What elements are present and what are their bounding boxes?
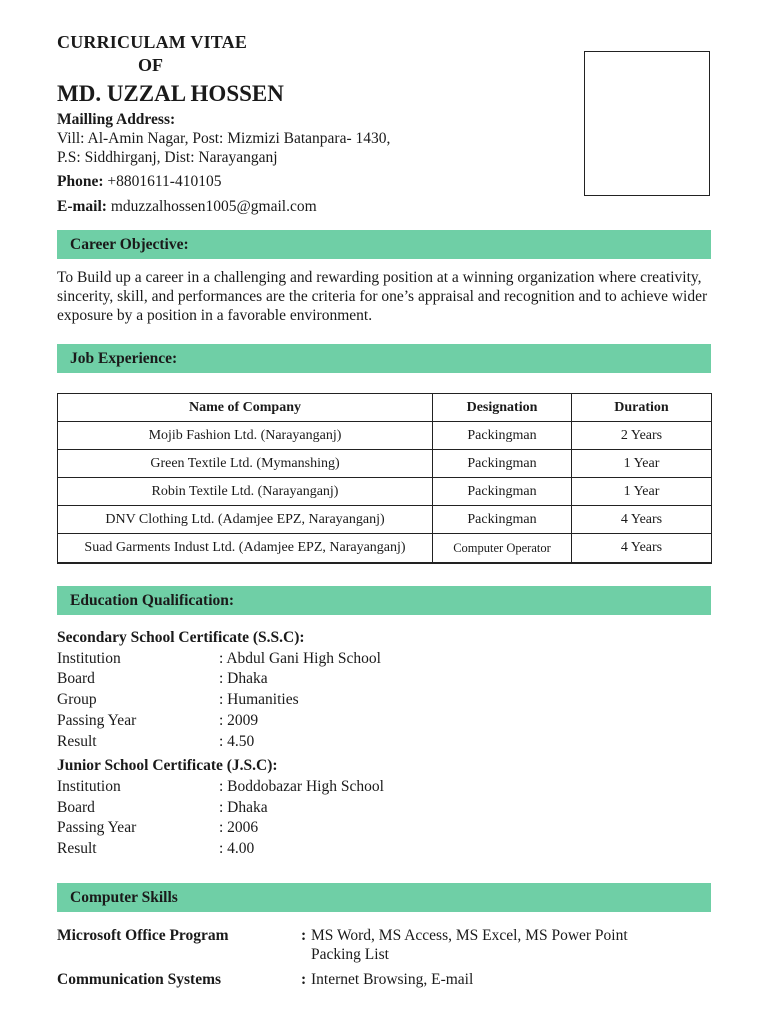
field-label: Result	[57, 732, 97, 750]
phone-value: +8801611-410105	[107, 173, 222, 190]
comm-skill-value: Internet Browsing, E-mail	[311, 971, 474, 988]
field-value: : 4.00	[219, 840, 255, 858]
col-header-duration: Duration	[572, 394, 712, 422]
field-label: Board	[57, 670, 95, 688]
company-cell: Green Textile Ltd. (Mymanshing)	[58, 450, 433, 478]
phone-row	[57, 172, 390, 191]
designation-cell: Packingman	[433, 506, 572, 534]
field-value: : Abdul Gani High School	[219, 649, 381, 667]
career-objective-heading: Career Objective:	[57, 230, 711, 259]
ssc-result-row	[57, 732, 717, 753]
company-cell: Mojib Fashion Ltd. (Narayanganj)	[58, 422, 433, 450]
field-label: Passing Year	[57, 711, 137, 729]
comm-skill-label: Communication Systems	[57, 971, 222, 988]
field-value: : 2009	[219, 711, 259, 729]
duration-cell: 1 Year	[572, 450, 712, 478]
cv-title: CURRICULAM VITAE	[57, 32, 248, 52]
field-label: Passing Year	[57, 819, 137, 837]
jsc-result-row	[57, 839, 717, 860]
field-value: : 4.50	[219, 732, 255, 750]
comm-skill-colon: :	[301, 971, 307, 988]
field-label: Institution	[57, 777, 121, 795]
job-experience-table	[57, 393, 712, 564]
office-skill-value-line2: Packing List	[311, 946, 389, 963]
candidate-name: MD. UZZAL HOSSEN	[57, 81, 284, 106]
field-label: Board	[57, 798, 95, 816]
field-value: : Dhaka	[219, 670, 268, 688]
education-heading: Education Qualification:	[57, 586, 711, 615]
office-skill-label: Microsoft Office Program	[57, 927, 229, 944]
table-row	[58, 506, 712, 534]
jsc-board-row	[57, 798, 717, 819]
office-skill-value-line1: MS Word, MS Access, MS Excel, MS Power Point	[311, 927, 628, 944]
company-cell: DNV Clothing Ltd. (Adamjee EPZ, Narayanganj)	[58, 506, 433, 534]
table-row	[58, 478, 712, 506]
computer-skills-heading: Computer Skills	[57, 883, 711, 912]
field-value: : 2006	[219, 819, 259, 837]
mailing-address-label: Mailling Address:	[57, 111, 176, 128]
field-label: Result	[57, 840, 97, 858]
col-header-company: Name of Company	[58, 394, 433, 422]
education-block	[57, 628, 717, 860]
ssc-institution-row	[57, 649, 717, 670]
company-cell: Robin Textile Ltd. (Narayanganj)	[58, 478, 433, 506]
ssc-title: Secondary School Certificate (S.S.C):	[57, 629, 305, 646]
field-label: Group	[57, 691, 97, 709]
ssc-passing-year-row	[57, 711, 717, 732]
ssc-group-row	[57, 690, 717, 711]
career-objective-text: To Build up a career in a challenging and rewarding position at a winning organization where creativity, sincerity, skill, and performances are the criteria for one’s appraisal and recognition and to achieve wider exposure by a position in a favorable environment.	[57, 269, 708, 324]
phone-label: Phone:	[57, 173, 104, 190]
office-skill-colon: :	[301, 927, 307, 944]
company-cell: Suad Garments Indust Ltd. (Adamjee EPZ, Narayanganj)	[58, 534, 433, 564]
office-skill-row	[57, 926, 717, 964]
jsc-title: Junior School Certificate (J.S.C):	[57, 757, 278, 775]
comm-skill-row	[57, 970, 717, 989]
duration-cell: 4 Years	[572, 534, 712, 564]
email-value: mduzzalhossen1005@gmail.com	[110, 198, 317, 215]
table-row	[58, 422, 712, 450]
contact-block	[57, 110, 390, 216]
duration-cell: 2 Years	[572, 422, 712, 450]
designation-cell: Packingman	[433, 422, 572, 450]
designation-cell: Packingman	[433, 450, 572, 478]
table-row	[58, 450, 712, 478]
field-value: : Humanities	[219, 691, 299, 709]
jsc-institution-row	[57, 777, 717, 798]
field-value: : Dhaka	[219, 798, 268, 816]
address-line-2: P.S: Siddhirganj, Dist: Narayanganj	[57, 149, 278, 166]
office-skill-value	[311, 926, 628, 964]
ssc-board-row	[57, 669, 717, 690]
table-header-row	[58, 394, 712, 422]
email-label: E-mail:	[57, 198, 107, 215]
email-row	[57, 197, 390, 216]
designation-cell: Packingman	[433, 478, 572, 506]
skills-block	[57, 926, 717, 989]
field-label: Institution	[57, 649, 121, 667]
designation-cell: Computer Operator	[433, 534, 572, 564]
duration-cell: 1 Year	[572, 478, 712, 506]
table-row	[58, 534, 712, 564]
field-value: : Boddobazar High School	[219, 777, 384, 795]
photo-placeholder	[584, 51, 710, 196]
col-header-designation: Designation	[433, 394, 572, 422]
jsc-passing-year-row	[57, 818, 717, 839]
address-line-1: Vill: Al-Amin Nagar, Post: Mizmizi Batanpara- 1430,	[57, 130, 391, 147]
duration-cell: 4 Years	[572, 506, 712, 534]
cv-of: OF	[138, 55, 163, 75]
job-experience-heading: Job Experience:	[57, 344, 711, 373]
